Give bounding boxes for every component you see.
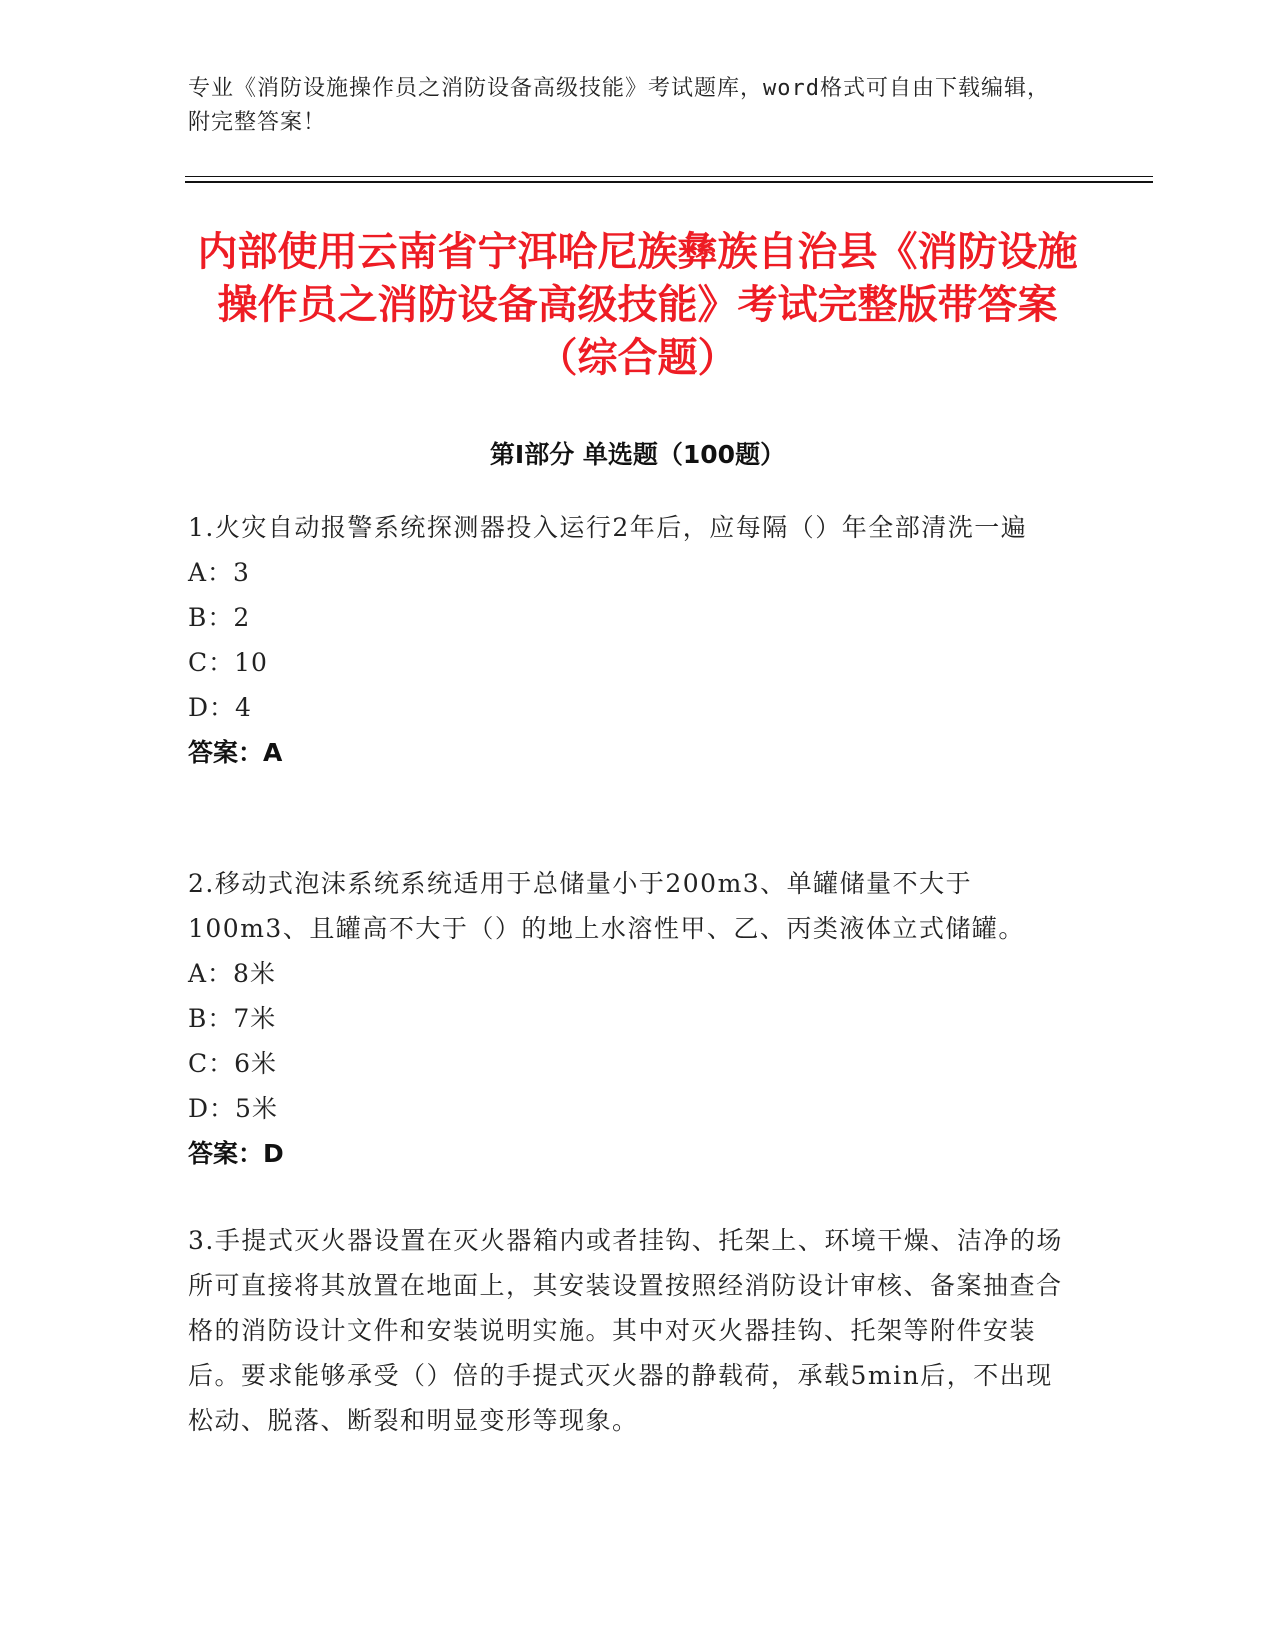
option-c: C：10 — [188, 648, 268, 677]
answer: 答案：A — [188, 738, 283, 767]
option-a: A：3 — [188, 558, 250, 587]
question-stem: 1.火灾自动报警系统探测器投入运行2年后，应每隔（）年全部清洗一遍 — [188, 513, 1028, 542]
header-divider-thick — [185, 181, 1153, 183]
question-stem: 3.手提式灭火器设置在灭火器箱内或者挂钩、托架上、环境干燥、洁净的场所可直接将其放置在地面上，其安装设置按照经消防设计审核、备案抽查合格的消防设计文件和安装说明实施。其中对灭火器挂钩、托架等附件安装后。要求能够承受（）倍的手提式灭火器的静载荷，承载5min后，不出现松动、脱落、断裂和明显变形等现象。 — [188, 1226, 1063, 1435]
answer: 答案：D — [188, 1139, 284, 1168]
question-2 — [188, 861, 1068, 1176]
header-divider-thin — [185, 176, 1153, 177]
option-c: C：6米 — [188, 1049, 278, 1078]
question-1 — [188, 505, 1068, 775]
document-title: 内部使用云南省宁洱哈尼族彝族自治县《消防设施操作员之消防设备高级技能》考试完整版带答案（综合题） — [197, 229, 1078, 381]
option-d: D：5米 — [188, 1094, 278, 1123]
option-b: B：7米 — [188, 1004, 277, 1033]
question-stem: 2.移动式泡沫系统系统适用于总储量小于200m3、单罐储量不大于100m3、且罐高不大于（）的地上水溶性甲、乙、丙类液体立式储罐。 — [188, 869, 1025, 943]
option-b: B：2 — [188, 603, 251, 632]
option-a: A：8米 — [188, 959, 276, 988]
section-title: 第I部分 单选题（100题） — [489, 440, 786, 469]
header-note: 专业《消防设施操作员之消防设备高级技能》考试题库，word格式可自由下载编辑，附完整答案！ — [188, 76, 1050, 135]
option-d: D：4 — [188, 693, 252, 722]
question-3 — [188, 1218, 1068, 1443]
